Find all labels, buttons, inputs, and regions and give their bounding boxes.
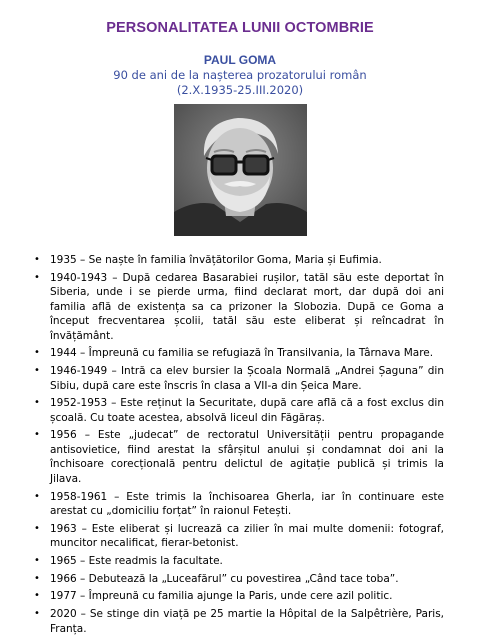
bullet-icon: • [34,271,40,283]
portrait-photo [174,104,307,236]
portrait-illustration [174,104,307,236]
bio-item-text: 1944 – Împreună cu familia se refugiază în Transilvania, la Târnava Mare. [50,347,434,360]
bio-item-text: 1940-1943 – După cedarea Basarabiei rușilor, tatăl său este deportat în Siberia, unde i se pierde urma, fiind declarat mort, dar după doi ani familia află de existența sa ca prizoner la Slobozia. După ce Goma a început frecventarea școlii, tatăl său este eliberat și reîncadrat în învățământ. [50,271,444,342]
bio-list-item [34,253,444,268]
bullet-icon: • [34,590,40,602]
bullet-icon: • [34,555,40,566]
bio-list-item [34,522,444,551]
bullet-icon: • [34,365,40,377]
bio-item-text: 2020 – Se stinge din viață pe 25 martie la Hôpital de la Salpêtrière, Paris, Franța. [50,608,444,635]
subject-subtitle: 90 de ani de la nașterea prozatorului român [113,68,367,82]
bullet-icon: • [34,522,40,534]
bio-item-text: 1977 – Împreună cu familia ajunge la Paris, unde cere azil politic. [50,590,393,603]
bio-item-text: 1946-1949 – Intră ca elev bursier la Școala Normală „Andrei Șaguna” din Sibiu, după care este înscris în clasa a VII-a din Șeica Mare. [50,365,444,392]
bio-item-text: 1966 – Debutează la „Luceafărul” cu povestirea „Când tace toba”. [50,572,399,585]
bullet-icon: • [34,572,40,584]
bullet-icon: • [34,254,40,265]
bio-list-item [34,572,444,587]
bio-list-item [34,428,444,486]
bullet-icon: • [34,347,40,359]
bio-list-item [34,607,444,636]
bullet-icon: • [34,397,40,409]
subject-name: PAUL GOMA [203,53,277,67]
bullet-icon: • [34,490,40,502]
bio-item-text: 1935 – Se naște în familia învățătorilor Goma, Maria și Eufimia. [50,254,382,266]
bio-list-item [34,490,444,519]
subject-dates: (2.X.1935-25.III.2020) [176,83,304,97]
bullet-icon: • [34,608,40,620]
bio-list-item [34,554,444,569]
bullet-icon: • [34,429,40,441]
bio-item-text: 1963 – Este eliberat și lucrează ca zilier în mai multe domenii: fotograf, muncitor necalificat, fierar-betonist. [50,522,444,550]
bio-item-text: 1956 – Este „judecat” de rectoratul Universității pentru propagande antisovietice, fiind arestat la sfârșitul anului și condamnat doi ani la închisoare corecțională pentru delictul de agitație publică și trimis la Jilava. [50,429,444,485]
biography-list [34,253,444,639]
bio-list-item [34,396,444,425]
page-title: PERSONALITATEA LUNII OCTOMBRIE [106,20,374,36]
bio-item-text: 1965 – Este readmis la facultate. [50,555,223,567]
bio-list-item [34,271,444,344]
bio-list-item [34,589,444,604]
bio-list-item [34,346,444,361]
bio-item-text: 1952-1953 – Este reținut la Securitate, după care află că a fost exclus din școală. Cu toate acestea, absolvă liceul din Făgăraș. [50,397,444,424]
bio-item-text: 1958-1961 – Este trimis la închisoarea Gherla, iar în continuare este arestat cu „domiciliu forțat” în raionul Fetești. [50,490,444,518]
bio-list-item [34,364,444,393]
